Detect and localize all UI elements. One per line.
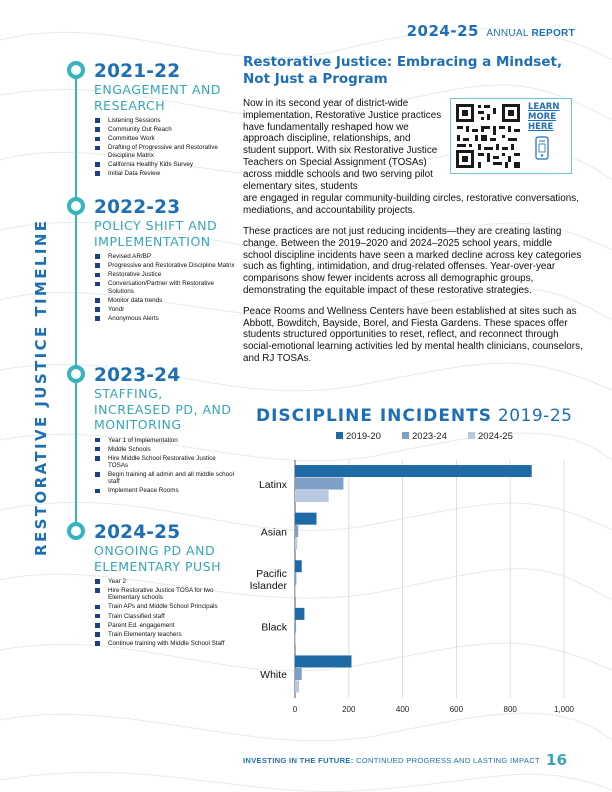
list-item: Continue training with Middle School Staff [94, 640, 236, 647]
header-year: 2024-25 [406, 22, 479, 40]
timeline-period-2022-23 [66, 197, 236, 324]
period-year: 2021-22 [94, 61, 181, 82]
list-item: Committee Work [94, 135, 236, 142]
bar-2023-24 [295, 478, 343, 490]
bar-2024-25 [295, 538, 297, 550]
period-subtitle: ENGAGEMENT AND RESEARCH [94, 82, 222, 113]
period-list [94, 437, 236, 495]
bar-2019-20 [295, 608, 304, 620]
timeline-marker-icon [67, 522, 85, 540]
list-item: Conversation/Partner with Restorative Solutions [94, 280, 236, 295]
list-item: Train APs and Middle School Principals [94, 603, 236, 610]
phone-icon [535, 136, 549, 160]
bar-2019-20 [295, 560, 302, 572]
timeline-period-2023-24 [66, 365, 236, 497]
list-item: Year 1 of Implementation [94, 437, 236, 444]
timeline-marker-icon [67, 365, 85, 383]
legend-label: 2023-24 [412, 431, 447, 442]
bar-2023-24 [295, 668, 302, 680]
qr-code-icon[interactable] [454, 102, 522, 170]
list-item: Yondr [94, 306, 236, 313]
bar-2023-24 [295, 573, 296, 585]
article-title: Restorative Justice: Embracing a Mindset, Not Just a Program [243, 54, 563, 87]
article-paragraph: Now in its second year of district-wide implementation, Restorative Justice practices have fundamentally reshaped how we approach discipline, relationships, and student support. With six Restorative Justice Teachers on Special Assignment (TOSAs) across middle schools and two serving pilot elementary sites, students [243, 98, 442, 192]
category-label: Islander [250, 580, 287, 592]
article-paragraph: Peace Rooms and Wellness Centers have been established at sites such as Abbott, Bowditch, Bayside, Borel, and Fiesta Gardens. These spaces offer students structured opportunities to reset, reflect, and reconnect through social-emotional learning activities led by mental health clinicians, counselors, and RJ TOSAs. [243, 305, 583, 364]
timeline-vertical-title: RESTORATIVE JUSTICE TIMELINE [32, 218, 50, 556]
list-item: Train Classified staff [94, 613, 236, 620]
category-label: Pacific [256, 568, 287, 580]
bar-2024-25 [295, 585, 296, 597]
report-header [407, 22, 575, 41]
timeline-marker-icon [67, 61, 85, 79]
list-item: Begin training all admin and all middle school staff [94, 471, 236, 486]
bar-2019-20 [295, 465, 532, 477]
bar-2019-20 [295, 655, 351, 667]
x-tick-label: 600 [449, 705, 464, 714]
list-item: Implement Peace Rooms [94, 487, 236, 494]
article-paragraph: are engaged in regular community-building circles, restorative conversations, mediations, and accountability projects. [243, 193, 579, 217]
bar-2023-24 [295, 525, 298, 537]
list-item: Monitor data trends [94, 297, 236, 304]
list-item: Progressive and Restorative Discipline Matrix [94, 262, 236, 269]
bar-2024-25 [295, 633, 296, 645]
timeline-period-2024-25 [66, 522, 236, 649]
list-item: Restorative Justice [94, 271, 236, 278]
list-item: Parent Ed. engagement [94, 622, 236, 629]
category-label: White [260, 669, 287, 682]
category-label: Asian [260, 526, 287, 539]
x-tick-label: 400 [395, 705, 410, 714]
learn-more-qr-box[interactable] [450, 98, 572, 174]
period-subtitle: STAFFING, INCREASED PD, AND MONITORING [94, 386, 232, 432]
period-list [94, 117, 236, 177]
list-item: Hire Restorative Justice TOSA for two Elementary schools [94, 587, 236, 602]
list-item: Drafting of Progressive and Restorative Discipline Matrix [94, 144, 236, 159]
period-subtitle: POLICY SHIFT AND IMPLEMENTATION [94, 218, 218, 249]
period-list [94, 253, 236, 322]
bar-2019-20 [295, 513, 317, 525]
bar-2023-24 [295, 620, 296, 632]
list-item: Initial Data Review [94, 170, 236, 177]
period-list [94, 578, 236, 647]
learn-more-link[interactable]: LEARN MORE HERE [528, 102, 560, 132]
list-item: Hire Middle School Restorative Justice TOSAs [94, 455, 236, 470]
header-label: ANNUAL REPORT [486, 28, 575, 39]
period-subtitle: ONGOING PD AND ELEMENTARY PUSH [94, 543, 222, 574]
bar-2024-25 [295, 680, 299, 692]
category-label: Latinx [258, 478, 287, 491]
chart-title: DISCIPLINE INCIDENTS 2019-25 [256, 406, 573, 426]
list-item: Listening Sessions [94, 117, 236, 124]
list-item: Anonymous Alerts [94, 315, 236, 322]
category-label: Black [261, 621, 287, 634]
x-tick-label: 0 [292, 705, 298, 714]
x-tick-label: 800 [503, 705, 517, 714]
bar-2024-25 [295, 490, 329, 502]
x-tick-label: 1,000 [553, 705, 575, 714]
article-paragraph: These practices are not just reducing incidents—they are creating lasting change. Between the 2019–2020 and 2024–2025 school years, middle school discipline incidents have seen a marked decline across key categories such as fighting, intimidation, and drug-related offenses. Year-over-year comparisons show fewer incidents across all demographic groups, demonstrating the equitable impact of these restorative strategies. [243, 225, 582, 296]
timeline-marker-icon [67, 197, 85, 215]
period-year: 2022-23 [94, 197, 181, 218]
discipline-incidents-chart [250, 428, 590, 720]
period-year: 2024-25 [94, 522, 181, 543]
list-item: Middle Schools [94, 446, 236, 453]
timeline-period-2021-22 [66, 61, 236, 179]
list-item: Year 2 [94, 578, 236, 585]
page-number: 16 [545, 751, 568, 769]
list-item: Community Out Reach [94, 126, 236, 133]
list-item: California Healthy Kids Survey [94, 161, 236, 168]
period-year: 2023-24 [94, 365, 181, 386]
list-item: Train Elementary teachers [94, 631, 236, 638]
legend-swatch [468, 432, 475, 439]
legend-swatch [402, 432, 409, 439]
page-footer: INVESTING IN THE FUTURE: CONTINUED PROGRESS AND LASTING IMPACT 16 [243, 751, 568, 769]
x-tick-label: 200 [342, 705, 356, 714]
legend-label: 2024-25 [478, 431, 513, 442]
legend-swatch [336, 432, 343, 439]
legend-label: 2019-20 [346, 431, 381, 442]
list-item: Revised AR/BP [94, 253, 236, 260]
